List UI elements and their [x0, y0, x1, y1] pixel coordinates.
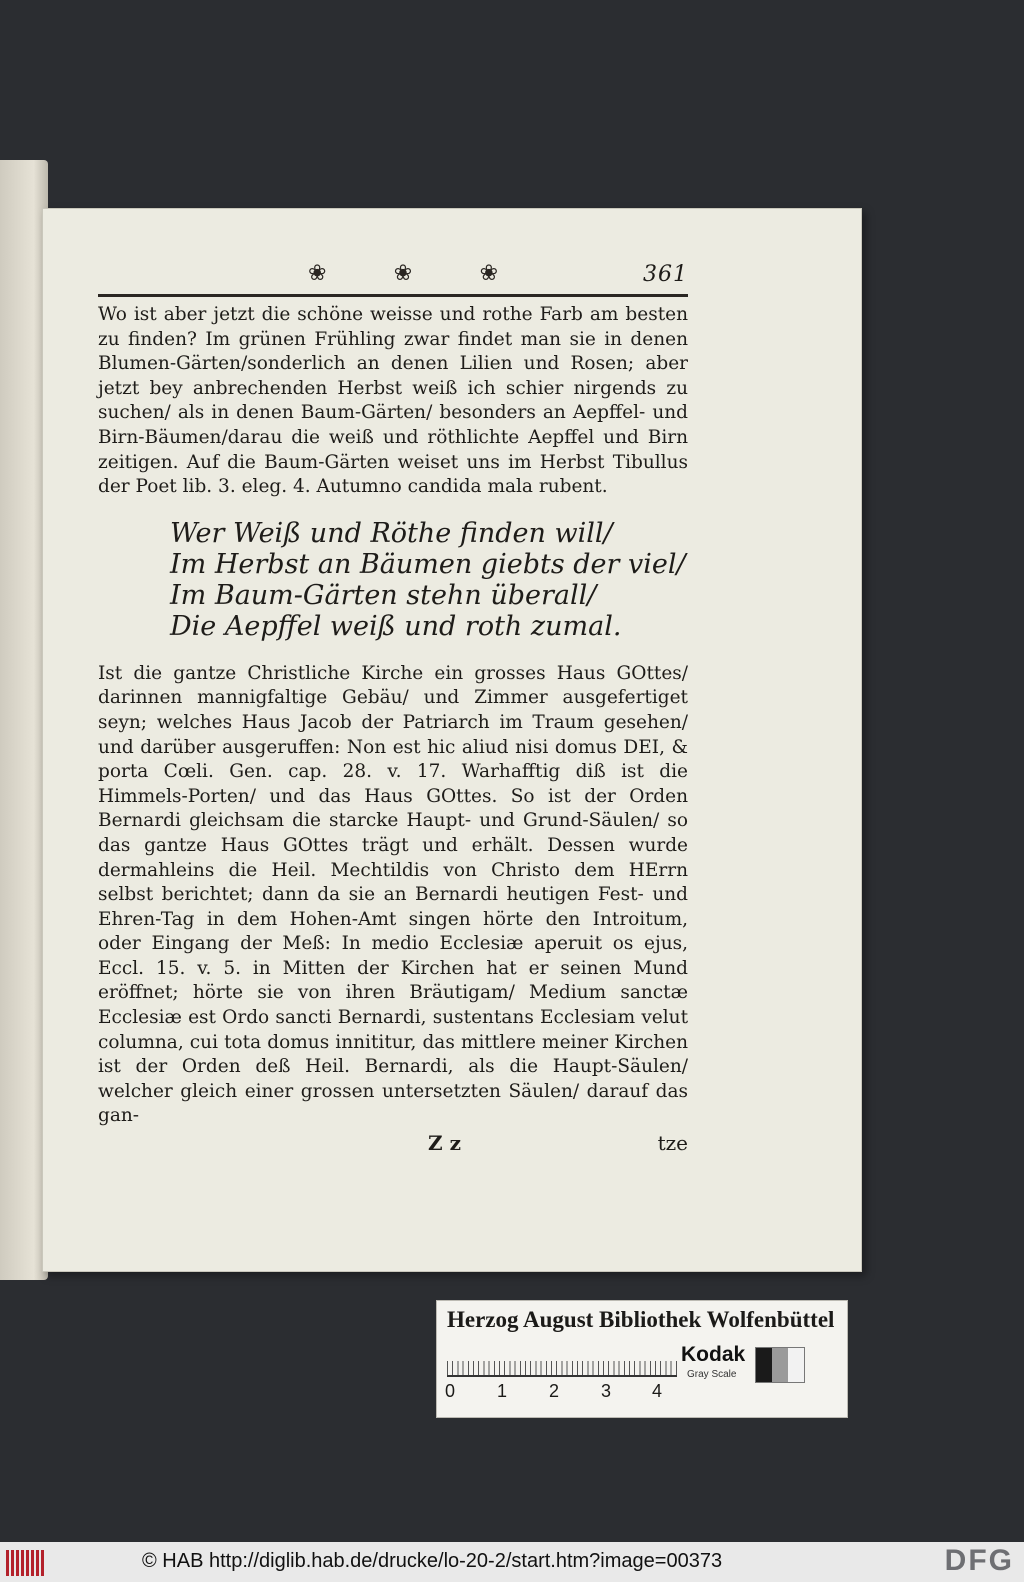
hab-barcode-icon	[6, 1550, 46, 1576]
paragraph-1: Wo ist aber jetzt die schöne weisse und rothe Farb am besten zu finden? Im grünen Frühling zwar findet man sie in denen Blumen-Gärten/sonderlich an denen Lilien und Rosen; aber jetzt bey anbrechenden Herbst weiß ich schier nirgends zu suchen/ als in denen Baum-Gärten/ besonders an Aepffel- und Birn-Bäumen/darau die weiß und röthlichte Aepffel und Birn zeitigen. Auf die Baum-Gärten weiset uns im Herbst Tibullus der Poet lib. 3. eleg. 4. Autumno candida mala rubent.	[98, 304, 688, 498]
header-ornaments	[308, 260, 498, 288]
kodak-subtitle: Gray Scale	[687, 1369, 737, 1380]
poem-line: Die Aepffel weiß und roth zumal.	[170, 610, 622, 642]
page-footer-row	[98, 1131, 688, 1161]
gray-patch	[772, 1348, 788, 1382]
ornament-icon: ❀	[308, 261, 327, 286]
scale-number: 0	[445, 1381, 456, 1401]
signature-mark: Z z	[428, 1131, 461, 1156]
poem-line: Im Baum-Gärten stehn überall/	[170, 579, 597, 611]
catchword: tze	[657, 1131, 688, 1156]
poem-line: Wer Weiß und Röthe finden will/	[170, 517, 613, 549]
dfg-logo: DFG	[944, 1544, 1014, 1577]
scale-number: 3	[601, 1381, 612, 1401]
color-scale-card	[436, 1300, 848, 1418]
page-header	[98, 260, 688, 292]
paragraph-2: Ist die gantze Christliche Kirche ein grosses Haus GOttes/ darinnen mannigfaltige Gebäu/ und Zimmer ausgefertiget seyn; welches Haus Jacob der Patriarch im Traum gesehen/ und darüber ausgeruffen: Non est hic aliud nisi domus DEI, & porta Cœli. Gen. cap. 28. v. 17. Warhafftig diß ist die Himmels-Porten/ und das Haus GOttes. So ist der Orden Bernardi gleichsam die starcke Haupt- und Grund-Säulen/ so das gantze Haus GOttes trägt und erhält. Dessen wurde dermahleins die Heil. Mechtildis von Christo dem HErrn selbst berichtet; dann da sie an Bernardi heutigen Fest- und Ehren-Tag in dem Hohen-Amt singen hörte den Introitum, oder Eingang der Meß: In medio Ecclesiæ aperuit os ejus, Eccl. 15. v. 5. in Mitten der Kirchen hat er seinen Mund eröffnet; hörte sie von ihren Bräutigam/ Medium sanctæ Ecclesiæ est Ordo sancti Bernardi, sustentans Ecclesiam velut columna, cui tota domus innititur, das mittlere meiner Kirchen ist der Orden deß Heil. Bernardi, als die Haupt-Säulen/ welcher gleich einer grossen untersetzten Säulen/ darauf das gan-	[98, 662, 688, 1127]
page-content	[98, 260, 688, 1161]
adjacent-page-edge	[0, 160, 48, 1280]
scale-number: 4	[652, 1381, 663, 1401]
gray-patch	[788, 1348, 804, 1382]
page-number: 361	[643, 262, 688, 287]
footer-bar	[0, 1542, 1024, 1582]
scale-number: 2	[549, 1381, 560, 1401]
gray-patches	[755, 1347, 805, 1383]
header-rule	[98, 294, 688, 297]
ornament-icon: ❀	[393, 261, 413, 286]
copyright-link[interactable]: © HAB http://diglib.hab.de/drucke/lo-20-2/start.htm?image=00373	[142, 1550, 723, 1572]
book-page	[42, 208, 862, 1272]
scale-number: 1	[497, 1381, 508, 1401]
kodak-logo: Kodak	[681, 1343, 746, 1366]
scale-ruler	[447, 1345, 677, 1377]
gray-patch	[756, 1348, 772, 1382]
ornament-icon: ❀	[479, 261, 498, 286]
poem-block	[170, 518, 688, 642]
poem-line: Im Herbst an Bäumen giebts der viel/	[170, 548, 686, 580]
library-name: Herzog August Bibliothek Wolfenbüttel	[447, 1307, 835, 1332]
